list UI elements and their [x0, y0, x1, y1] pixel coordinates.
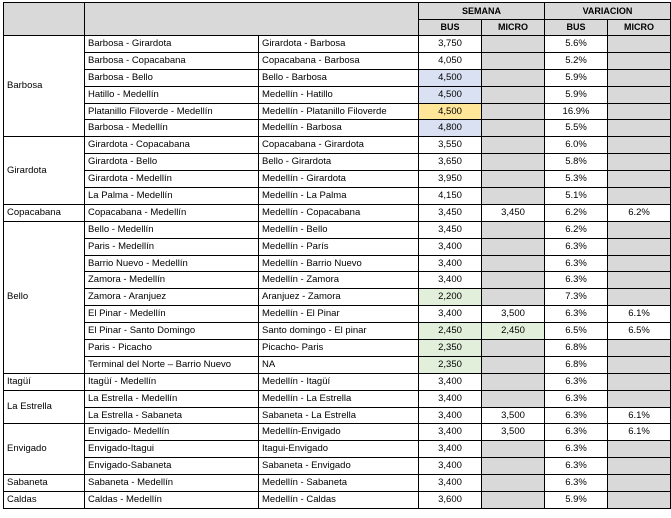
municipality-cell: Itagüí	[4, 373, 85, 390]
micro-fare-cell	[482, 120, 545, 137]
table-row	[4, 475, 671, 492]
reverse-route-cell: Medellín - Zamora	[259, 272, 419, 289]
micro-variation-cell	[608, 171, 671, 188]
table-row	[4, 204, 671, 221]
reverse-route-cell: Medellín - Barrio Nuevo	[259, 255, 419, 272]
table-row	[4, 323, 671, 340]
reverse-route-cell: Itagui-Envigado	[259, 441, 419, 458]
table-row	[4, 441, 671, 458]
municipality-cell: Caldas	[4, 492, 85, 509]
table-row	[4, 103, 671, 120]
header-semana-micro: MICRO	[482, 19, 545, 36]
reverse-route-cell: Medellín - El Pinar	[259, 306, 419, 323]
bus-variation-cell: 5.9%	[545, 492, 608, 509]
micro-fare-cell	[482, 69, 545, 86]
micro-fare-cell: 3,500	[482, 407, 545, 424]
bus-variation-cell: 6.2%	[545, 221, 608, 238]
micro-variation-cell	[608, 475, 671, 492]
reverse-route-cell: Medellín - Hatillo	[259, 86, 419, 103]
micro-variation-cell	[608, 356, 671, 373]
municipality-cell: Sabaneta	[4, 475, 85, 492]
table-row	[4, 238, 671, 255]
reverse-route-cell: Medellín - Platanillo Filoverde	[259, 103, 419, 120]
micro-fare-cell	[482, 458, 545, 475]
micro-variation-cell	[608, 238, 671, 255]
table-row	[4, 52, 671, 69]
micro-variation-cell	[608, 36, 671, 53]
micro-fare-cell	[482, 340, 545, 357]
micro-variation-cell	[608, 120, 671, 137]
table-row	[4, 306, 671, 323]
table-row	[4, 188, 671, 205]
micro-variation-cell	[608, 86, 671, 103]
reverse-route-cell: Medellín - París	[259, 238, 419, 255]
table-row	[4, 424, 671, 441]
micro-fare-cell: 3,450	[482, 204, 545, 221]
bus-fare-cell: 4,500	[419, 103, 482, 120]
bus-variation-cell: 6.3%	[545, 475, 608, 492]
micro-variation-cell	[608, 289, 671, 306]
micro-fare-cell	[482, 356, 545, 373]
route-cell: Terminal del Norte – Barrio Nuevo	[85, 356, 259, 373]
reverse-route-cell: Bello - Barbosa	[259, 69, 419, 86]
bus-fare-cell: 4,800	[419, 120, 482, 137]
micro-fare-cell	[482, 36, 545, 53]
bus-fare-cell: 3,400	[419, 390, 482, 407]
route-cell: Hatillo - Medellín	[85, 86, 259, 103]
micro-variation-cell	[608, 103, 671, 120]
table-row	[4, 137, 671, 154]
reverse-route-cell: Medellín - Caldas	[259, 492, 419, 509]
bus-fare-cell: 3,650	[419, 154, 482, 171]
bus-variation-cell: 6.0%	[545, 137, 608, 154]
micro-fare-cell	[482, 492, 545, 509]
micro-fare-cell	[482, 255, 545, 272]
route-cell: Copacabana - Medellín	[85, 204, 259, 221]
micro-variation-cell: 6.5%	[608, 323, 671, 340]
route-cell: Caldas - Medellín	[85, 492, 259, 509]
micro-fare-cell	[482, 289, 545, 306]
route-cell: Girardota - Medellín	[85, 171, 259, 188]
bus-fare-cell: 3,400	[419, 458, 482, 475]
header-variacion: VARIACION	[545, 3, 671, 20]
micro-variation-cell: 6.2%	[608, 204, 671, 221]
bus-fare-cell: 3,400	[419, 238, 482, 255]
bus-variation-cell: 5.8%	[545, 154, 608, 171]
bus-fare-cell: 3,400	[419, 272, 482, 289]
micro-variation-cell: 6.1%	[608, 424, 671, 441]
route-cell: Bello - Medellín	[85, 221, 259, 238]
reverse-route-cell: Medellín - Sabaneta	[259, 475, 419, 492]
bus-variation-cell: 5.9%	[545, 86, 608, 103]
municipality-cell: Copacabana	[4, 204, 85, 221]
route-cell: Barbosa - Bello	[85, 69, 259, 86]
bus-variation-cell: 16.9%	[545, 103, 608, 120]
bus-fare-cell: 2,350	[419, 340, 482, 357]
municipality-cell: Bello	[4, 221, 85, 373]
bus-fare-cell: 4,500	[419, 69, 482, 86]
table-row	[4, 356, 671, 373]
bus-fare-cell: 3,600	[419, 492, 482, 509]
micro-fare-cell	[482, 238, 545, 255]
table-row	[4, 407, 671, 424]
micro-fare-cell: 3,500	[482, 424, 545, 441]
route-cell: Barbosa - Copacabana	[85, 52, 259, 69]
reverse-route-cell: NA	[259, 356, 419, 373]
bus-variation-cell: 7.3%	[545, 289, 608, 306]
reverse-route-cell: Santo domingo - El pinar	[259, 323, 419, 340]
bus-fare-cell: 3,400	[419, 475, 482, 492]
bus-fare-cell: 3,550	[419, 137, 482, 154]
bus-variation-cell: 6.3%	[545, 458, 608, 475]
micro-variation-cell	[608, 441, 671, 458]
reverse-route-cell: Medellín - La Palma	[259, 188, 419, 205]
bus-fare-cell: 3,400	[419, 407, 482, 424]
header-variacion-micro: MICRO	[608, 19, 671, 36]
reverse-route-cell: Medellín - Bello	[259, 221, 419, 238]
table-row	[4, 36, 671, 53]
bus-variation-cell: 5.9%	[545, 69, 608, 86]
table-row	[4, 373, 671, 390]
micro-fare-cell	[482, 221, 545, 238]
route-cell: El Pinar - Santo Domingo	[85, 323, 259, 340]
micro-variation-cell	[608, 255, 671, 272]
header-blank-routes	[85, 3, 419, 36]
micro-fare-cell	[482, 272, 545, 289]
route-cell: Sabaneta - Medellín	[85, 475, 259, 492]
micro-fare-cell: 2,450	[482, 323, 545, 340]
route-cell: Envigado-Sabaneta	[85, 458, 259, 475]
micro-variation-cell	[608, 52, 671, 69]
bus-variation-cell: 6.5%	[545, 323, 608, 340]
bus-fare-cell: 3,400	[419, 424, 482, 441]
municipality-cell: Envigado	[4, 424, 85, 475]
bus-variation-cell: 6.3%	[545, 272, 608, 289]
route-cell: Barbosa - Girardota	[85, 36, 259, 53]
micro-fare-cell	[482, 441, 545, 458]
micro-variation-cell	[608, 272, 671, 289]
route-cell: Girardota - Copacabana	[85, 137, 259, 154]
table-row	[4, 272, 671, 289]
micro-fare-cell	[482, 52, 545, 69]
route-cell: Barrio Nuevo - Medellín	[85, 255, 259, 272]
bus-fare-cell: 4,150	[419, 188, 482, 205]
route-cell: Envigado- Medellín	[85, 424, 259, 441]
bus-variation-cell: 6.3%	[545, 441, 608, 458]
reverse-route-cell: Medellín - Girardota	[259, 171, 419, 188]
bus-fare-cell: 3,400	[419, 255, 482, 272]
header-semana-bus: BUS	[419, 19, 482, 36]
table-row	[4, 255, 671, 272]
table-row	[4, 120, 671, 137]
bus-variation-cell: 5.6%	[545, 36, 608, 53]
fare-table	[3, 2, 671, 509]
micro-variation-cell	[608, 221, 671, 238]
reverse-route-cell: Medellín - La Estrella	[259, 390, 419, 407]
route-cell: Itagüí - Medellín	[85, 373, 259, 390]
municipality-cell: Girardota	[4, 137, 85, 205]
route-cell: Barbosa - Medellín	[85, 120, 259, 137]
bus-variation-cell: 5.5%	[545, 120, 608, 137]
bus-fare-cell: 3,400	[419, 373, 482, 390]
route-cell: Paris - Picacho	[85, 340, 259, 357]
table-row	[4, 154, 671, 171]
micro-fare-cell	[482, 103, 545, 120]
reverse-route-cell: Aranjuez - Zamora	[259, 289, 419, 306]
header-semana: SEMANA	[419, 3, 545, 20]
bus-fare-cell: 3,750	[419, 36, 482, 53]
bus-fare-cell: 2,200	[419, 289, 482, 306]
reverse-route-cell: Medellín - Copacabana	[259, 204, 419, 221]
table-row	[4, 289, 671, 306]
micro-variation-cell: 6.1%	[608, 407, 671, 424]
header-variacion-bus: BUS	[545, 19, 608, 36]
reverse-route-cell: Girardota - Barbosa	[259, 36, 419, 53]
table-row	[4, 492, 671, 509]
micro-variation-cell	[608, 492, 671, 509]
bus-variation-cell: 5.1%	[545, 188, 608, 205]
route-cell: Platanillo Filoverde - Medellín	[85, 103, 259, 120]
route-cell: La Estrella - Sabaneta	[85, 407, 259, 424]
micro-variation-cell: 6.1%	[608, 306, 671, 323]
bus-fare-cell: 3,950	[419, 171, 482, 188]
reverse-route-cell: Bello - Girardota	[259, 154, 419, 171]
route-cell: Zamora - Aranjuez	[85, 289, 259, 306]
reverse-route-cell: Medellín-Envigado	[259, 424, 419, 441]
table-row	[4, 390, 671, 407]
route-cell: La Estrella - Medellín	[85, 390, 259, 407]
table-row	[4, 171, 671, 188]
table-row	[4, 69, 671, 86]
bus-fare-cell: 3,450	[419, 204, 482, 221]
micro-fare-cell: 3,500	[482, 306, 545, 323]
bus-fare-cell: 4,050	[419, 52, 482, 69]
micro-fare-cell	[482, 475, 545, 492]
bus-variation-cell: 6.3%	[545, 407, 608, 424]
route-cell: Girardota - Bello	[85, 154, 259, 171]
micro-variation-cell	[608, 154, 671, 171]
table-row	[4, 86, 671, 103]
reverse-route-cell: Medellín - Itagüí	[259, 373, 419, 390]
micro-variation-cell	[608, 340, 671, 357]
bus-variation-cell: 6.3%	[545, 255, 608, 272]
bus-variation-cell: 6.3%	[545, 424, 608, 441]
micro-fare-cell	[482, 390, 545, 407]
micro-variation-cell	[608, 137, 671, 154]
route-cell: El Pinar - Medellín	[85, 306, 259, 323]
route-cell: Paris - Medellín	[85, 238, 259, 255]
table-row	[4, 458, 671, 475]
micro-fare-cell	[482, 154, 545, 171]
bus-fare-cell: 2,350	[419, 356, 482, 373]
municipality-cell: La Estrella	[4, 390, 85, 424]
reverse-route-cell: Copacabana - Barbosa	[259, 52, 419, 69]
bus-variation-cell: 6.3%	[545, 373, 608, 390]
reverse-route-cell: Medellín - Barbosa	[259, 120, 419, 137]
bus-variation-cell: 6.8%	[545, 340, 608, 357]
route-cell: La Palma - Medellín	[85, 188, 259, 205]
municipality-cell: Barbosa	[4, 36, 85, 137]
route-cell: Zamora - Medellín	[85, 272, 259, 289]
micro-variation-cell	[608, 458, 671, 475]
bus-fare-cell: 3,400	[419, 306, 482, 323]
bus-fare-cell: 3,450	[419, 221, 482, 238]
header-blank-municipality	[4, 3, 85, 36]
micro-variation-cell	[608, 373, 671, 390]
route-cell: Envigado-Itagui	[85, 441, 259, 458]
micro-fare-cell	[482, 171, 545, 188]
bus-variation-cell: 6.2%	[545, 204, 608, 221]
table-row	[4, 221, 671, 238]
micro-variation-cell	[608, 69, 671, 86]
bus-fare-cell: 3,400	[419, 441, 482, 458]
bus-variation-cell: 6.3%	[545, 306, 608, 323]
micro-variation-cell	[608, 390, 671, 407]
table-row	[4, 340, 671, 357]
micro-variation-cell	[608, 188, 671, 205]
bus-variation-cell: 5.2%	[545, 52, 608, 69]
bus-fare-cell: 4,500	[419, 86, 482, 103]
bus-variation-cell: 5.3%	[545, 171, 608, 188]
bus-fare-cell: 2,450	[419, 323, 482, 340]
reverse-route-cell: Picacho- Paris	[259, 340, 419, 357]
bus-variation-cell: 6.3%	[545, 390, 608, 407]
micro-fare-cell	[482, 137, 545, 154]
bus-variation-cell: 6.8%	[545, 356, 608, 373]
micro-fare-cell	[482, 86, 545, 103]
reverse-route-cell: Copacabana - Girardota	[259, 137, 419, 154]
reverse-route-cell: Sabaneta - Envigado	[259, 458, 419, 475]
bus-variation-cell: 6.3%	[545, 238, 608, 255]
micro-fare-cell	[482, 373, 545, 390]
reverse-route-cell: Sabaneta - La Estrella	[259, 407, 419, 424]
micro-fare-cell	[482, 188, 545, 205]
